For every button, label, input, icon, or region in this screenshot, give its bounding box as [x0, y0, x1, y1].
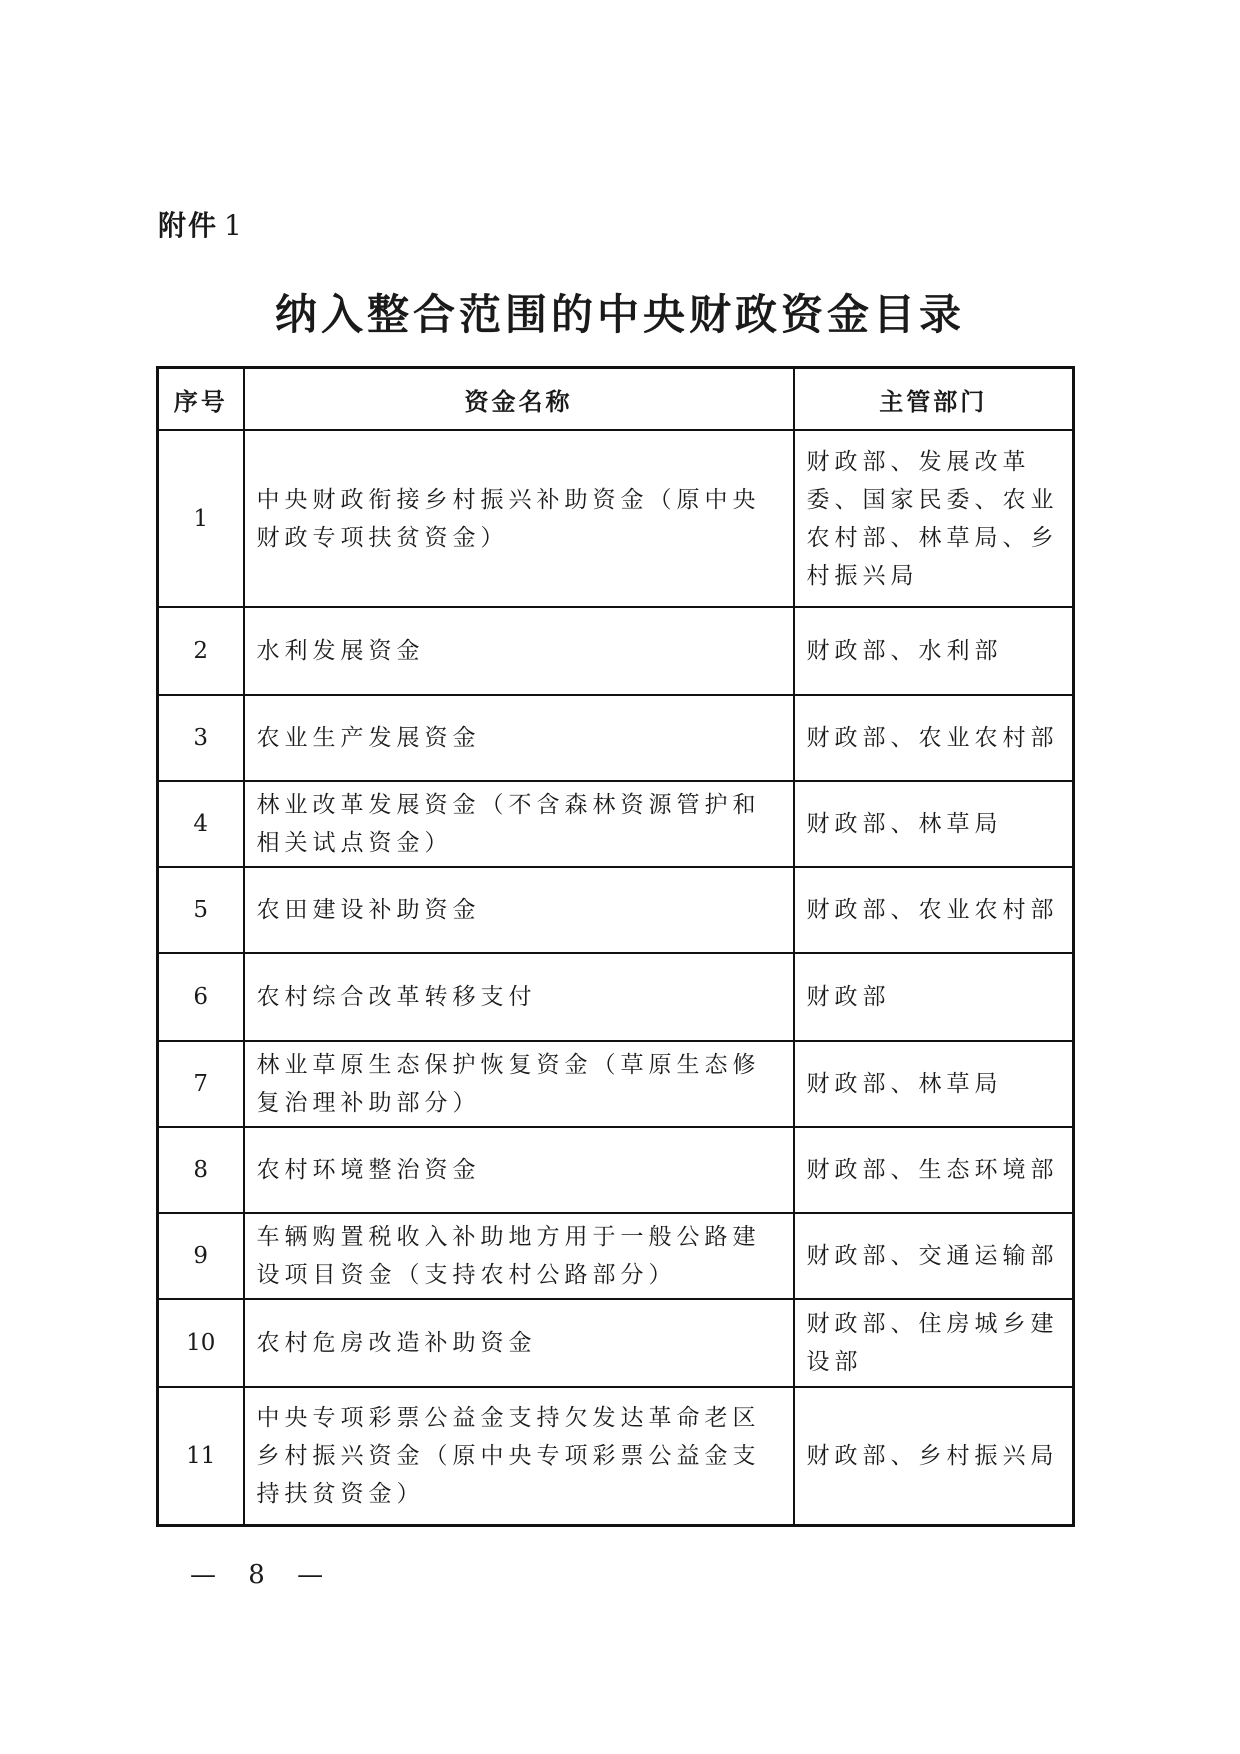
attachment-number: 1 [224, 209, 244, 242]
table-row [158, 1127, 1074, 1213]
row-seq: 9 [158, 1213, 244, 1299]
table-row [158, 1213, 1074, 1299]
row-department: 财政部、发展改革委、国家民委、农业农村部、林草局、乡村振兴局 [794, 430, 1074, 607]
row-fund-name: 水利发展资金 [244, 607, 794, 695]
row-department: 财政部、生态环境部 [794, 1127, 1074, 1213]
row-seq: 4 [158, 781, 244, 867]
table-row [158, 867, 1074, 953]
row-seq: 10 [158, 1299, 244, 1387]
row-fund-name: 中央财政衔接乡村振兴补助资金（原中央财政专项扶贫资金） [244, 430, 794, 607]
fund-table [156, 366, 1075, 1527]
row-seq: 3 [158, 695, 244, 781]
row-fund-name: 农田建设补助资金 [244, 867, 794, 953]
row-department: 财政部、住房城乡建设部 [794, 1299, 1074, 1387]
row-seq: 6 [158, 953, 244, 1041]
row-department: 财政部、农业农村部 [794, 695, 1074, 781]
table-row [158, 695, 1074, 781]
header-fund-name: 资金名称 [244, 368, 794, 431]
row-fund-name: 农业生产发展资金 [244, 695, 794, 781]
attachment-label [158, 204, 244, 244]
document-title: 纳入整合范围的中央财政资金目录 [274, 290, 965, 339]
table-row [158, 1299, 1074, 1387]
row-fund-name: 农村环境整治资金 [244, 1127, 794, 1213]
row-department: 财政部、交通运输部 [794, 1213, 1074, 1299]
row-department: 财政部、林草局 [794, 1041, 1074, 1127]
row-fund-name: 农村危房改造补助资金 [244, 1299, 794, 1387]
page-number: — 8 — [190, 1560, 336, 1590]
row-seq: 7 [158, 1041, 244, 1127]
header-seq: 序号 [158, 368, 244, 431]
row-fund-name: 车辆购置税收入补助地方用于一般公路建设项目资金（支持农村公路部分） [244, 1213, 794, 1299]
table-row [158, 607, 1074, 695]
table-row [158, 1387, 1074, 1525]
table-row [158, 1041, 1074, 1127]
row-seq: 2 [158, 607, 244, 695]
row-seq: 5 [158, 867, 244, 953]
row-department: 财政部、乡村振兴局 [794, 1387, 1074, 1525]
row-seq: 1 [158, 430, 244, 607]
attachment-text: 附件 [158, 209, 219, 242]
header-department: 主管部门 [794, 368, 1074, 431]
row-fund-name: 林业改革发展资金（不含森林资源管护和相关试点资金） [244, 781, 794, 867]
table-row [158, 953, 1074, 1041]
row-department: 财政部、林草局 [794, 781, 1074, 867]
row-department: 财政部、农业农村部 [794, 867, 1074, 953]
row-seq: 11 [158, 1387, 244, 1525]
row-department: 财政部 [794, 953, 1074, 1041]
table-header-row [158, 368, 1074, 431]
row-fund-name: 农村综合改革转移支付 [244, 953, 794, 1041]
row-department: 财政部、水利部 [794, 607, 1074, 695]
table-row [158, 781, 1074, 867]
table-row [158, 430, 1074, 607]
row-seq: 8 [158, 1127, 244, 1213]
row-fund-name: 林业草原生态保护恢复资金（草原生态修复治理补助部分） [244, 1041, 794, 1127]
row-fund-name: 中央专项彩票公益金支持欠发达革命老区乡村振兴资金（原中央专项彩票公益金支持扶贫资金） [244, 1387, 794, 1525]
